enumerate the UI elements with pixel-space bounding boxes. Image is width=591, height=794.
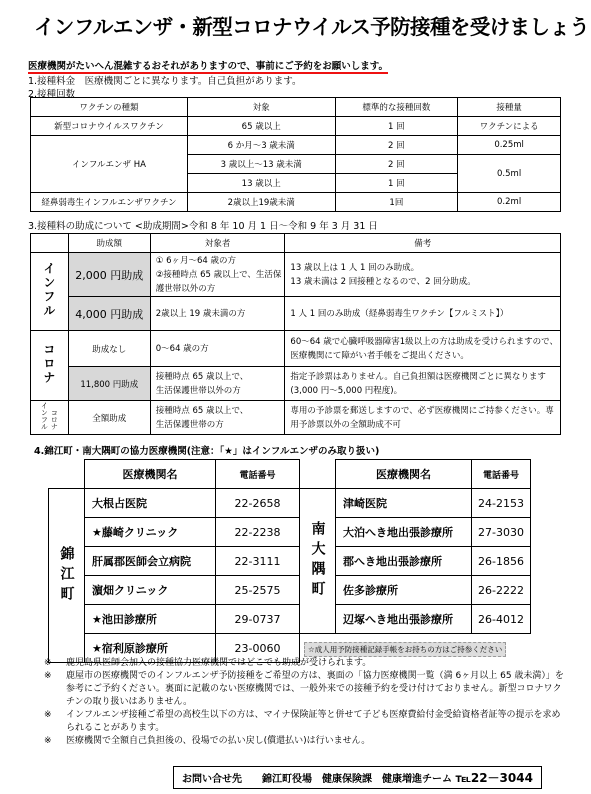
spacer xyxy=(300,460,336,489)
subsidy-target: 接種時点 65 歳以上で、 生活保護世帯以外の方 xyxy=(150,367,285,401)
dose-table xyxy=(30,97,561,212)
clinic-tel: 23-0060 xyxy=(216,634,300,663)
intro-underlined: 医療機関がたいへん混雑するおそれがありますので、事前にご予約をお願いします。 xyxy=(28,61,389,72)
section3-heading: 3.接種料の助成について <助成期間>令和 8 年 10 月 1 日～令和 9 年 3 月 31 日 xyxy=(28,221,378,232)
vaccine-target: 2歳以上19歳未満 xyxy=(187,193,335,212)
header-target: 対象者 xyxy=(150,234,285,253)
clinic-tel: 26-4012 xyxy=(472,605,531,634)
vaccine-name: 新型コロナウイルスワクチン xyxy=(31,117,188,136)
header-dose: 接種量 xyxy=(458,98,561,117)
clinic-tel: 24-2153 xyxy=(472,489,531,518)
subsidy-note: 1 人 1 回のみ助成（経鼻弱毒生ワクチン【フルミスト】） xyxy=(285,297,561,331)
subsidy-amount: 4,000 円助成 xyxy=(68,297,150,331)
clinic-name: 辺塚へき地出張診療所 xyxy=(336,605,472,634)
record-note: ☆成人用予防接種記録手帳をお持ちの方はご持参ください xyxy=(304,642,506,657)
header-count: 標準的な接種回数 xyxy=(335,98,458,117)
vaccine-dose: 0.5ml xyxy=(458,155,561,193)
note-item: ※ 鹿屋市の医療機関でのインフルエンザ予防接種をご希望の方は、裏面の「協力医療機関一覧（満 6ヶ月以上 65 歳未満）」を参考にご予約ください。裏面に記載のない医療機関では、一般外来での接種予約を受け付けておりません。新型コロナワクチンの取り扱いはありません。 xyxy=(44,671,564,707)
subsidy-amount: 全額助成 xyxy=(68,401,150,435)
corner-cell xyxy=(31,234,69,253)
subsidy-target: 0～64 歳の方 xyxy=(150,331,285,367)
clinic-tel: 22-2658 xyxy=(216,489,300,518)
town-minamiosumi: 南大隅町 xyxy=(300,489,336,634)
subsidy-target: 接種時点 65 歳以上で、 生活保護世帯の方 xyxy=(150,401,285,435)
vaccine-dose: 0.2ml xyxy=(458,193,561,212)
header-note: 備考 xyxy=(285,234,561,253)
contact-label: お問い合せ先 錦江町役場 健康保険課 健康増進チーム xyxy=(182,774,452,785)
subsidy-note: 指定予診票はありません。自己負担額は医療機関ごとに異なります(3,000 円～5,000 円程度)。 xyxy=(285,367,561,401)
group-flu: インフル xyxy=(31,253,69,331)
subsidy-note: 専用の予診票を郵送しますので、必ず医療機関にご持参ください。専用予診票以外の全額助成不可 xyxy=(285,401,561,435)
clinic-name: 肝属郡医師会立病院 xyxy=(85,547,216,576)
page-title: インフルエンザ・新型コロナウイルス予防接種を受けましょう xyxy=(34,15,590,39)
vaccine-count: 1回 xyxy=(335,193,458,212)
group-corona: コロナ xyxy=(31,331,69,401)
col-tel-left: 電話番号 xyxy=(216,460,300,489)
subsidy-amount: 2,000 円助成 xyxy=(68,253,150,297)
vaccine-target: 3 歳以上～13 歳未満 xyxy=(187,155,335,174)
clinic-name: 大根占医院 xyxy=(85,489,216,518)
section4-heading: 4.錦江町・南大隅町の協力医療機関(注意：「★」はインフルエンザのみ取り扱い) xyxy=(34,446,380,457)
intro-text xyxy=(28,58,388,72)
clinic-name: 佐多診療所 xyxy=(336,576,472,605)
vaccine-target: 13 歳以上 xyxy=(187,174,335,193)
group-both: インフル コロナ xyxy=(31,401,69,435)
section2-heading: 2.接種回数 xyxy=(28,89,76,100)
vaccine-target: 65 歳以上 xyxy=(187,117,335,136)
note-item: ※ インフルエンザ接種ご希望の高校生以下の方は、マイナ保険証等と併せて子ども医療費給付金受給資格者証等の提示を求められることがあります。 xyxy=(44,710,561,733)
clinic-name: ★藤崎クリニック xyxy=(85,518,216,547)
subsidy-target: ① 6ヶ月～64 歳の方 ②接種時点 65 歳以上で、生活保護世帯以外の方 xyxy=(150,253,285,297)
notes-list xyxy=(44,657,564,748)
header-vaccine: ワクチンの種類 xyxy=(31,98,188,117)
note-item: ※ 鹿児島県医師会加入の接種協力医療機関ではどこでも助成が受けられます。 xyxy=(44,658,372,668)
contact-tel: ℡22－3044 xyxy=(455,771,533,785)
col-tel-right: 電話番号 xyxy=(472,460,531,489)
col-name-left: 医療機関名 xyxy=(85,460,216,489)
subsidy-note: 13 歳以上は 1 人 1 回のみ助成。 13 歳未満は 2 回接種となるので、2 回分助成。 xyxy=(285,253,561,297)
col-name-right: 医療機関名 xyxy=(336,460,472,489)
clinic-name: 濵畑クリニック xyxy=(85,576,216,605)
contact-footer xyxy=(173,766,542,789)
header-target: 対象 xyxy=(187,98,335,117)
subsidy-note: 60～64 歳で心臓呼吸器障害1級以上の方は助成を受けられますので、医療機関にて障がい者手帳をご提出ください。 xyxy=(285,331,561,367)
vaccine-name: インフルエンザ HA xyxy=(31,136,188,193)
vaccine-count: 2 回 xyxy=(335,155,458,174)
clinic-tel: 26-1856 xyxy=(472,547,531,576)
clinic-tel: 22-2238 xyxy=(216,518,300,547)
clinic-tel: 25-2575 xyxy=(216,576,300,605)
note-item: ※ 医療機関で全額自己負担後の、役場での払い戻し(償還払い)は行いません。 xyxy=(44,736,371,746)
town-kinko: 錦江町 xyxy=(49,489,85,663)
vaccine-name: 経鼻弱毒生インフルエンザワクチン xyxy=(31,193,188,212)
vaccine-dose: 0.25ml xyxy=(458,136,561,155)
subsidy-amount: 11,800 円助成 xyxy=(68,367,150,401)
clinic-name: ★宿利原診療所 xyxy=(85,634,216,663)
section1-text: 1.接種料金 医療機関ごとに異なります。自己負担があります。 xyxy=(28,76,302,87)
vaccine-dose: ワクチンによる xyxy=(458,117,561,136)
vaccine-count: 1 回 xyxy=(335,117,458,136)
clinic-name: 郡へき地出張診療所 xyxy=(336,547,472,576)
subsidy-table xyxy=(30,233,561,435)
clinic-tel: 29-0737 xyxy=(216,605,300,634)
clinic-table xyxy=(48,459,531,663)
clinic-tel: 22-3111 xyxy=(216,547,300,576)
clinic-tel: 26-2222 xyxy=(472,576,531,605)
vaccine-count: 1 回 xyxy=(335,174,458,193)
subsidy-amount: 助成なし xyxy=(68,331,150,367)
clinic-tel: 27-3030 xyxy=(472,518,531,547)
header-amount: 助成額 xyxy=(68,234,150,253)
clinic-name: 大泊へき地出張診療所 xyxy=(336,518,472,547)
vaccine-count: 2 回 xyxy=(335,136,458,155)
clinic-name: 津崎医院 xyxy=(336,489,472,518)
subsidy-target: 2歳以上 19 歳未満の方 xyxy=(150,297,285,331)
clinic-name: ★池田診療所 xyxy=(85,605,216,634)
spacer xyxy=(49,460,85,489)
vaccine-target: 6 か月～3 歳未満 xyxy=(187,136,335,155)
